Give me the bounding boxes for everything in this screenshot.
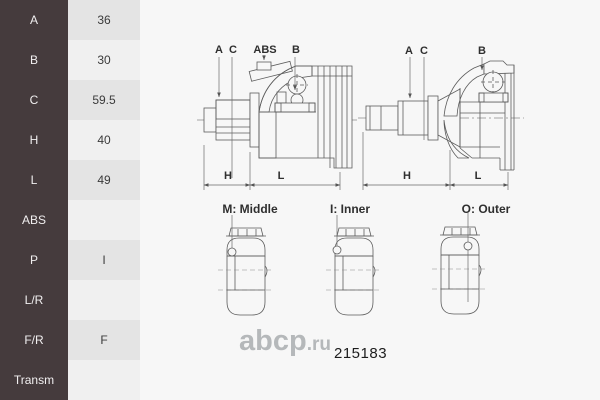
legend-inner: I: Inner bbox=[329, 202, 371, 216]
abs-tooth bbox=[257, 62, 271, 70]
dim-label-h-inner: H bbox=[403, 170, 411, 182]
watermark-suffix: .ru bbox=[306, 334, 331, 355]
spec-value: I bbox=[68, 240, 140, 280]
spec-label: L bbox=[0, 160, 68, 200]
watermark-logo bbox=[239, 327, 331, 356]
spec-label: L/R bbox=[0, 280, 68, 320]
spec-value: 40 bbox=[68, 120, 140, 160]
dim-label-l-inner: L bbox=[474, 170, 482, 182]
spec-value: F bbox=[68, 320, 140, 360]
spec-value: 30 bbox=[68, 40, 140, 80]
spec-value: 49 bbox=[68, 160, 140, 200]
dim-label-abs-outer: ABS bbox=[253, 44, 277, 56]
spec-value: 59.5 bbox=[68, 80, 140, 120]
ring-section-middle bbox=[218, 215, 274, 315]
ring-section-inner bbox=[326, 215, 382, 315]
dim-label-b-outer: B bbox=[292, 44, 300, 56]
spec-label: ABS bbox=[0, 200, 68, 240]
spec-label: Transm bbox=[0, 360, 68, 400]
ring-groove-marker bbox=[228, 248, 236, 256]
dim-label-b-inner: B bbox=[478, 45, 486, 57]
spec-value: 36 bbox=[68, 0, 140, 40]
dim-label-a-outer: A bbox=[215, 44, 223, 56]
spec-label: A bbox=[0, 0, 68, 40]
cage-band bbox=[479, 93, 508, 102]
spec-label: F/R bbox=[0, 320, 68, 360]
ring-groove-marker bbox=[333, 246, 341, 254]
watermark-text: abcp bbox=[239, 325, 307, 357]
part-number: 215183 bbox=[334, 345, 388, 362]
spec-label: C bbox=[0, 80, 68, 120]
ring-groove-marker bbox=[464, 242, 472, 250]
dim-label-l-outer: L bbox=[277, 170, 285, 182]
inner-joint-drawing bbox=[358, 57, 524, 190]
dim-label-c-outer: C bbox=[229, 44, 237, 56]
dim-label-c-inner: C bbox=[420, 45, 428, 57]
spec-label: B bbox=[0, 40, 68, 80]
ring-section-outer bbox=[432, 213, 488, 314]
spec-label: P bbox=[0, 240, 68, 280]
dim-label-a-inner: A bbox=[405, 45, 413, 57]
drive-shaft bbox=[366, 106, 398, 130]
legend-middle: M: Middle bbox=[222, 202, 278, 216]
dim-label-h-outer: H bbox=[224, 170, 232, 182]
legend-outer: O: Outer bbox=[461, 202, 511, 216]
ball-bearing bbox=[483, 72, 503, 92]
spec-label: H bbox=[0, 120, 68, 160]
